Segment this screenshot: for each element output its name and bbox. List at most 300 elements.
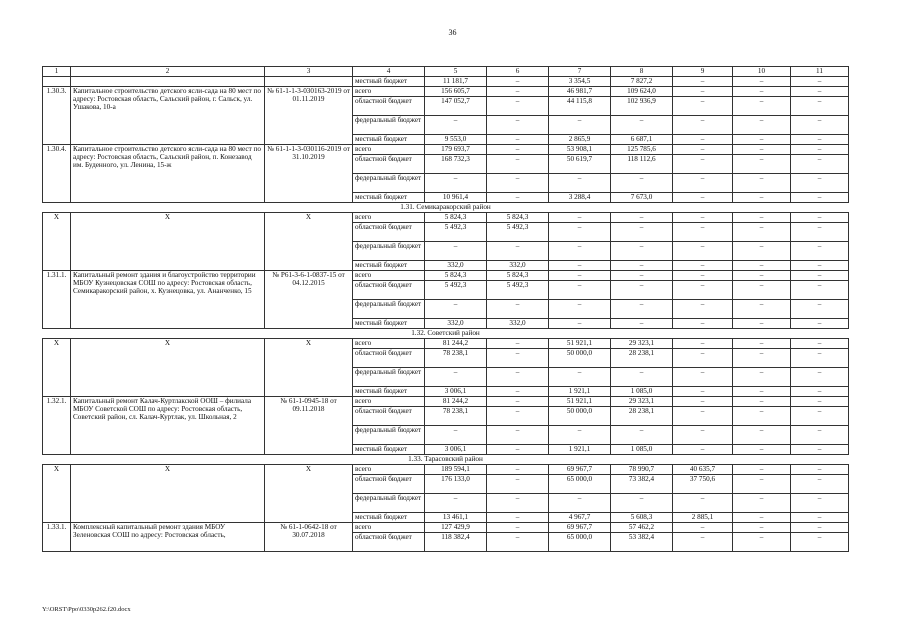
funding-source-label: федеральный бюджет [353, 426, 425, 445]
funding-source-label: федеральный бюджет [353, 242, 425, 261]
amount-cell: 168 732,3 [425, 155, 487, 174]
amount-cell: – [487, 135, 549, 145]
amount-cell: – [425, 494, 487, 513]
amount-cell: – [673, 494, 733, 513]
amount-cell: – [733, 465, 791, 475]
amount-cell: – [611, 494, 673, 513]
amount-cell: – [673, 445, 733, 455]
amount-cell: – [487, 426, 549, 445]
amount-cell: – [791, 339, 849, 349]
amount-cell: 1 921,1 [549, 387, 611, 397]
amount-cell: – [487, 475, 549, 494]
column-number-header [43, 67, 849, 77]
amount-cell: – [673, 533, 733, 552]
header-cell: 1 [43, 67, 71, 77]
item-number: 1.30.3. [43, 87, 71, 145]
funding-source-label: областной бюджет [353, 533, 425, 552]
amount-cell: – [673, 387, 733, 397]
funding-source-label: местный бюджет [353, 387, 425, 397]
amount-cell: 4 967,7 [549, 513, 611, 523]
amount-cell: – [791, 223, 849, 242]
x-mark: X [43, 339, 71, 397]
table-row [43, 271, 849, 281]
amount-cell: – [791, 494, 849, 513]
funding-source-label: местный бюджет [353, 261, 425, 271]
header-cell: 3 [265, 67, 353, 77]
amount-cell: – [611, 271, 673, 281]
amount-cell: – [791, 445, 849, 455]
amount-cell: 73 382,4 [611, 475, 673, 494]
amount-cell: 11 181,7 [425, 77, 487, 87]
funding-source-label: областной бюджет [353, 475, 425, 494]
amount-cell: – [425, 426, 487, 445]
amount-cell: 118 112,6 [611, 155, 673, 174]
table-row [43, 523, 849, 533]
amount-cell: – [487, 523, 549, 533]
amount-cell: – [791, 97, 849, 116]
item-name: Капитальное строительство детского ясли-сада на 80 мест по адресу: Ростовская область, Сальский район, п. Конезавод им. Буденного, ул. Ленина, 15-ж [71, 145, 265, 203]
amount-cell: – [673, 261, 733, 271]
amount-cell: – [791, 407, 849, 426]
amount-cell: – [733, 145, 791, 155]
amount-cell: – [611, 368, 673, 387]
expertise-reference: № 61-1-0945-18 от 09.11.2018 [265, 397, 353, 455]
funding-source-label: местный бюджет [353, 135, 425, 145]
funding-source-label: федеральный бюджет [353, 300, 425, 319]
amount-cell: 40 635,7 [673, 465, 733, 475]
amount-cell: – [733, 368, 791, 387]
x-mark: X [265, 339, 353, 397]
x-mark: X [43, 213, 71, 271]
amount-cell: – [487, 513, 549, 523]
amount-cell: – [549, 319, 611, 329]
amount-cell: 6 687,1 [611, 135, 673, 145]
amount-cell: 10 961,4 [425, 193, 487, 203]
amount-cell: – [673, 281, 733, 300]
amount-cell: 332,0 [487, 261, 549, 271]
amount-cell: – [733, 387, 791, 397]
amount-cell: – [549, 261, 611, 271]
amount-cell: – [791, 271, 849, 281]
amount-cell: – [487, 87, 549, 97]
amount-cell: – [673, 116, 733, 135]
amount-cell: – [611, 319, 673, 329]
amount-cell: – [611, 213, 673, 223]
amount-cell: – [549, 116, 611, 135]
amount-cell: – [791, 242, 849, 261]
item-name: Комплексный капитальный ремонт здания МБОУ Зеленовская СОШ по адресу: Ростовская область, [71, 523, 265, 552]
amount-cell: – [673, 349, 733, 368]
amount-cell: – [487, 145, 549, 155]
amount-cell: 332,0 [425, 319, 487, 329]
funding-source-label: федеральный бюджет [353, 368, 425, 387]
x-mark: X [265, 213, 353, 271]
funding-source-label: областной бюджет [353, 223, 425, 242]
header-cell: 6 [487, 67, 549, 77]
amount-cell: – [791, 77, 849, 87]
amount-cell: – [487, 300, 549, 319]
amount-cell: – [487, 397, 549, 407]
amount-cell: 127 429,9 [425, 523, 487, 533]
amount-cell: 5 824,3 [425, 271, 487, 281]
funding-source-label: федеральный бюджет [353, 174, 425, 193]
amount-cell: – [791, 513, 849, 523]
amount-cell: – [549, 494, 611, 513]
amount-cell: 1 085,0 [611, 445, 673, 455]
amount-cell: – [733, 475, 791, 494]
page-number: 36 [448, 28, 457, 37]
amount-cell: – [791, 193, 849, 203]
amount-cell: – [611, 261, 673, 271]
amount-cell: – [733, 116, 791, 135]
amount-cell: – [673, 368, 733, 387]
amount-cell: – [673, 407, 733, 426]
amount-cell: 51 921,1 [549, 397, 611, 407]
amount-cell: – [673, 300, 733, 319]
file-path-footer: Y:\ORST\Ppo\0330p262.f20.docx [42, 606, 131, 613]
amount-cell: 69 967,7 [549, 465, 611, 475]
amount-cell: 1 085,0 [611, 387, 673, 397]
amount-cell: – [673, 97, 733, 116]
amount-cell: – [733, 533, 791, 552]
item-name: Капитальное строительство детского ясли-сада на 80 мест по адресу: Ростовская область, Сальский район, г. Сальск, ул. Ушакова, 10-а [71, 87, 265, 145]
amount-cell: 69 967,7 [549, 523, 611, 533]
header-cell: 7 [549, 67, 611, 77]
amount-cell: – [791, 145, 849, 155]
amount-cell: – [733, 87, 791, 97]
amount-cell: 29 323,1 [611, 339, 673, 349]
amount-cell: – [487, 339, 549, 349]
amount-cell: – [611, 300, 673, 319]
amount-cell: – [487, 97, 549, 116]
amount-cell: – [487, 242, 549, 261]
empty-cell [265, 77, 353, 87]
amount-cell: – [487, 174, 549, 193]
amount-cell: – [487, 368, 549, 387]
amount-cell: – [487, 407, 549, 426]
amount-cell: – [733, 242, 791, 261]
table-row [43, 213, 849, 223]
amount-cell: – [733, 213, 791, 223]
amount-cell: – [487, 193, 549, 203]
amount-cell: 7 827,2 [611, 77, 673, 87]
amount-cell: 5 824,3 [487, 271, 549, 281]
amount-cell: – [733, 223, 791, 242]
header-cell: 9 [673, 67, 733, 77]
x-mark: X [43, 465, 71, 523]
amount-cell: 46 981,7 [549, 87, 611, 97]
amount-cell: – [791, 87, 849, 97]
funding-source-label: всего [353, 87, 425, 97]
amount-cell: – [673, 193, 733, 203]
amount-cell: 109 624,0 [611, 87, 673, 97]
amount-cell: – [791, 475, 849, 494]
amount-cell: – [673, 145, 733, 155]
table-row [43, 397, 849, 407]
amount-cell: 5 824,3 [425, 213, 487, 223]
table-row [43, 339, 849, 349]
amount-cell: – [487, 387, 549, 397]
amount-cell: – [425, 242, 487, 261]
amount-cell: 1 921,1 [549, 445, 611, 455]
amount-cell: – [733, 494, 791, 513]
amount-cell: – [611, 281, 673, 300]
amount-cell: 37 750,6 [673, 475, 733, 494]
amount-cell: – [487, 445, 549, 455]
amount-cell: – [673, 523, 733, 533]
amount-cell: 102 936,9 [611, 97, 673, 116]
amount-cell: – [733, 155, 791, 174]
header-cell: 8 [611, 67, 673, 77]
item-number: 1.33.1. [43, 523, 71, 552]
amount-cell: – [733, 349, 791, 368]
empty-cell [43, 77, 71, 87]
amount-cell: – [791, 319, 849, 329]
amount-cell: – [791, 213, 849, 223]
amount-cell: – [425, 368, 487, 387]
amount-cell: – [611, 174, 673, 193]
amount-cell: – [549, 213, 611, 223]
amount-cell: 65 000,0 [549, 475, 611, 494]
expertise-reference: № 61-1-0642-18 от 30.07.2018 [265, 523, 353, 552]
amount-cell: – [733, 77, 791, 87]
amount-cell: – [791, 533, 849, 552]
amount-cell: – [611, 116, 673, 135]
amount-cell: 53 908,1 [549, 145, 611, 155]
amount-cell: – [487, 77, 549, 87]
amount-cell: 3 006,1 [425, 387, 487, 397]
amount-cell: – [791, 368, 849, 387]
funding-source-label: местный бюджет [353, 319, 425, 329]
amount-cell: 29 323,1 [611, 397, 673, 407]
section-title: 1.32. Советский район [43, 329, 849, 339]
amount-cell: 13 461,1 [425, 513, 487, 523]
amount-cell: – [733, 97, 791, 116]
amount-cell: – [549, 368, 611, 387]
amount-cell: – [791, 135, 849, 145]
amount-cell: 125 785,6 [611, 145, 673, 155]
amount-cell: – [791, 523, 849, 533]
section-row [43, 329, 849, 339]
funding-source-label: всего [353, 523, 425, 533]
item-number: 1.31.1. [43, 271, 71, 329]
amount-cell: 28 238,1 [611, 349, 673, 368]
amount-cell: – [673, 426, 733, 445]
amount-cell: 50 000,0 [549, 407, 611, 426]
amount-cell: – [673, 174, 733, 193]
empty-cell [71, 77, 265, 87]
amount-cell: – [673, 339, 733, 349]
header-cell: 11 [791, 67, 849, 77]
amount-cell: 28 238,1 [611, 407, 673, 426]
amount-cell: 332,0 [425, 261, 487, 271]
amount-cell: 5 824,3 [487, 213, 549, 223]
table-row [43, 465, 849, 475]
amount-cell: – [791, 261, 849, 271]
x-mark: X [71, 465, 265, 523]
amount-cell: – [549, 300, 611, 319]
x-mark: X [265, 465, 353, 523]
funding-source-label: областной бюджет [353, 97, 425, 116]
amount-cell: 78 990,7 [611, 465, 673, 475]
amount-cell: – [673, 319, 733, 329]
amount-cell: 5 492,3 [425, 281, 487, 300]
amount-cell: 57 462,2 [611, 523, 673, 533]
x-mark: X [71, 213, 265, 271]
funding-source-label: местный бюджет [353, 445, 425, 455]
amount-cell: – [549, 223, 611, 242]
amount-cell: – [673, 77, 733, 87]
amount-cell: – [611, 223, 673, 242]
amount-cell: – [425, 174, 487, 193]
section-title: 1.31. Семикаракорский район [43, 203, 849, 213]
amount-cell: 81 244,2 [425, 339, 487, 349]
amount-cell: – [733, 261, 791, 271]
amount-cell: – [487, 349, 549, 368]
x-mark: X [71, 339, 265, 397]
amount-cell: – [791, 281, 849, 300]
amount-cell: – [549, 426, 611, 445]
amount-cell: – [791, 465, 849, 475]
amount-cell: – [673, 397, 733, 407]
amount-cell: 189 594,1 [425, 465, 487, 475]
expertise-reference: № Р61-3-6-1-0837-15 от 04.12.2015 [265, 271, 353, 329]
amount-cell: – [549, 281, 611, 300]
amount-cell: – [487, 494, 549, 513]
amount-cell: – [549, 271, 611, 281]
amount-cell: – [733, 271, 791, 281]
amount-cell: 53 382,4 [611, 533, 673, 552]
header-cell: 4 [353, 67, 425, 77]
item-number: 1.32.1. [43, 397, 71, 455]
funding-source-label: всего [353, 145, 425, 155]
funding-source-label: всего [353, 339, 425, 349]
section-row [43, 203, 849, 213]
amount-cell: – [425, 116, 487, 135]
amount-cell: 156 605,7 [425, 87, 487, 97]
funding-source-label: местный бюджет [353, 193, 425, 203]
amount-cell: 81 244,2 [425, 397, 487, 407]
item-name: Капитальный ремонт Калач-Куртлакской ООШ – филиала МБОУ Советской СОШ по адресу: Ростовская область, Советский район, сл. Калач-Куртлак, ул. Школьная, 2 [71, 397, 265, 455]
amount-cell: – [733, 523, 791, 533]
amount-cell: – [611, 242, 673, 261]
amount-cell: 78 238,1 [425, 407, 487, 426]
funding-source-label: всего [353, 213, 425, 223]
amount-cell: 179 693,7 [425, 145, 487, 155]
amount-cell: – [733, 319, 791, 329]
amount-cell: 50 619,7 [549, 155, 611, 174]
amount-cell: – [733, 426, 791, 445]
amount-cell: – [733, 397, 791, 407]
amount-cell: – [549, 174, 611, 193]
funding-source-label: областной бюджет [353, 155, 425, 174]
amount-cell: – [733, 339, 791, 349]
table-row [43, 145, 849, 155]
amount-cell: – [487, 465, 549, 475]
amount-cell: 3 354,5 [549, 77, 611, 87]
funding-source-label: местный бюджет [353, 77, 425, 87]
table-row [43, 77, 849, 87]
amount-cell: 5 492,3 [425, 223, 487, 242]
item-number: 1.30.4. [43, 145, 71, 203]
funding-source-label: всего [353, 397, 425, 407]
funding-source-label: всего [353, 271, 425, 281]
header-cell: 5 [425, 67, 487, 77]
amount-cell: – [791, 300, 849, 319]
amount-cell: – [733, 513, 791, 523]
funding-source-label: областной бюджет [353, 349, 425, 368]
funding-source-label: местный бюджет [353, 513, 425, 523]
amount-cell: – [733, 174, 791, 193]
amount-cell: – [791, 174, 849, 193]
amount-cell: – [733, 445, 791, 455]
financing-table [42, 66, 849, 552]
amount-cell: – [673, 155, 733, 174]
amount-cell: – [733, 407, 791, 426]
amount-cell: 2 885,1 [673, 513, 733, 523]
expertise-reference: № 61-1-1-3-030116-2019 от 31.10.2019 [265, 145, 353, 203]
amount-cell: – [791, 387, 849, 397]
amount-cell: – [673, 271, 733, 281]
amount-cell: 147 052,7 [425, 97, 487, 116]
table-row [43, 87, 849, 97]
amount-cell: – [673, 213, 733, 223]
amount-cell: – [673, 223, 733, 242]
amount-cell: 44 115,8 [549, 97, 611, 116]
header-cell: 2 [71, 67, 265, 77]
amount-cell: – [673, 242, 733, 261]
amount-cell: – [611, 426, 673, 445]
amount-cell: 78 238,1 [425, 349, 487, 368]
amount-cell: 51 921,1 [549, 339, 611, 349]
funding-source-label: областной бюджет [353, 407, 425, 426]
amount-cell: – [425, 300, 487, 319]
amount-cell: 5 492,3 [487, 223, 549, 242]
amount-cell: – [549, 242, 611, 261]
amount-cell: 50 000,0 [549, 349, 611, 368]
header-cell: 10 [733, 67, 791, 77]
item-name: Капитальный ремонт здания и благоустройство территории МБОУ Кузнецовская СОШ по адресу: Ростовская область, Семикаракорский район, х. Кузнецовка, ул. Ананченко, 15 [71, 271, 265, 329]
amount-cell: – [487, 533, 549, 552]
amount-cell: 118 382,4 [425, 533, 487, 552]
expertise-reference: № 61-1-1-3-030163-2019 от 01.11.2019 [265, 87, 353, 145]
amount-cell: – [673, 87, 733, 97]
amount-cell: 65 000,0 [549, 533, 611, 552]
amount-cell: – [733, 300, 791, 319]
amount-cell: 9 553,0 [425, 135, 487, 145]
amount-cell: – [733, 193, 791, 203]
section-row [43, 455, 849, 465]
amount-cell: – [673, 135, 733, 145]
funding-source-label: федеральный бюджет [353, 116, 425, 135]
amount-cell: – [733, 281, 791, 300]
amount-cell: 176 133,0 [425, 475, 487, 494]
funding-source-label: всего [353, 465, 425, 475]
amount-cell: – [791, 349, 849, 368]
amount-cell: – [487, 155, 549, 174]
amount-cell: – [791, 426, 849, 445]
amount-cell: – [733, 135, 791, 145]
section-title: 1.33. Тарасовский район [43, 455, 849, 465]
amount-cell: 7 673,0 [611, 193, 673, 203]
amount-cell: 3 288,4 [549, 193, 611, 203]
funding-source-label: федеральный бюджет [353, 494, 425, 513]
amount-cell: 332,0 [487, 319, 549, 329]
amount-cell: – [791, 397, 849, 407]
amount-cell: 5 492,3 [487, 281, 549, 300]
amount-cell: – [487, 116, 549, 135]
funding-source-label: областной бюджет [353, 281, 425, 300]
